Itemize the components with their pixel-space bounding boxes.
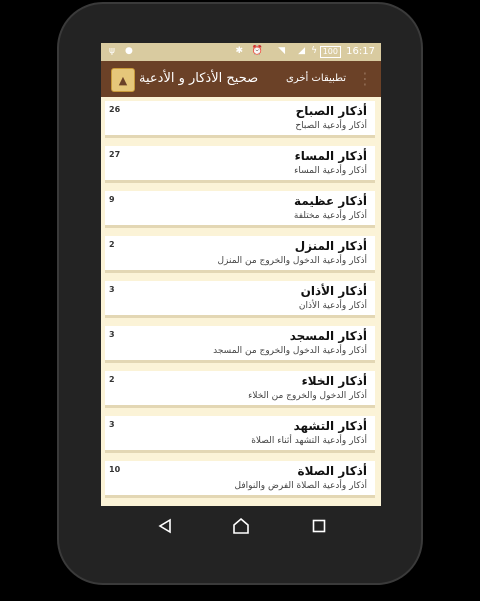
battery-level: 100 <box>320 46 341 58</box>
wifi-icon: ◥ <box>278 46 285 56</box>
signal-icon: ◢ <box>298 46 305 56</box>
item-count: 9 <box>109 195 115 204</box>
item-subtitle: أذكار وأدعية الدخول والخروج من المنزل <box>217 256 367 266</box>
home-icon[interactable] <box>229 514 253 538</box>
charging-icon: ϟ <box>311 46 317 56</box>
item-subtitle: أذكار وأدعية مختلفة <box>293 211 367 221</box>
status-bar <box>101 43 381 61</box>
list-item[interactable] <box>105 146 375 183</box>
app-logo: ▲ <box>111 68 135 92</box>
item-count: 26 <box>109 105 121 114</box>
item-title: أذكار المساء <box>294 149 367 163</box>
item-count: 27 <box>109 150 121 159</box>
item-subtitle: أذكار وأدعية الدخول والخروج من المسجد <box>213 346 367 356</box>
item-title: أذكار الصلاة <box>297 464 367 478</box>
overflow-menu-icon[interactable]: ⋮ <box>357 69 373 88</box>
clock: 16:17 <box>346 46 375 57</box>
list-item[interactable] <box>105 281 375 318</box>
item-count: 3 <box>109 330 115 339</box>
item-count: 2 <box>109 375 115 384</box>
item-count: 3 <box>109 420 115 429</box>
recent-apps-icon[interactable] <box>307 514 331 538</box>
item-subtitle: أذكار وأدعية الصلاة الفرض والنوافل <box>234 481 367 491</box>
item-title: أذكار الأذان <box>300 284 367 298</box>
item-title: أذكار المسجد <box>289 329 367 343</box>
list-item[interactable] <box>105 371 375 408</box>
item-subtitle: أذكار وأدعية التشهد أثناء الصلاة <box>251 436 367 446</box>
item-count: 2 <box>109 240 115 249</box>
app-bar <box>101 61 381 97</box>
list-item[interactable] <box>105 461 375 498</box>
location-icon: ● <box>125 46 133 56</box>
list-item[interactable] <box>105 236 375 273</box>
item-subtitle: أذكار وأدعية الأذان <box>298 301 367 311</box>
list-item[interactable] <box>105 326 375 363</box>
item-subtitle: أذكار وأدعية المساء <box>294 166 367 176</box>
system-nav-bar <box>101 508 381 544</box>
other-apps-button[interactable]: تطبيقات أخرى <box>286 73 347 84</box>
item-title: أذكار الخلاء <box>301 374 367 388</box>
list-item[interactable] <box>105 416 375 453</box>
bluetooth-icon: ✱ <box>235 46 243 56</box>
list-item[interactable] <box>105 191 375 228</box>
back-icon[interactable] <box>153 514 177 538</box>
usb-icon: ψ <box>109 46 115 56</box>
item-count: 10 <box>109 465 121 474</box>
alarm-icon: ⏰ <box>251 46 263 56</box>
item-title: أذكار الصباح <box>295 104 367 118</box>
item-title: أذكار التشهد <box>293 419 367 433</box>
app-title: صحيح الأذكار و الأدعية <box>139 71 259 86</box>
app-screen <box>101 43 381 506</box>
item-title: أذكار عظيمة <box>294 194 367 208</box>
item-subtitle: أذكار الدخول والخروج من الخلاء <box>248 391 367 401</box>
item-subtitle: أذكار وأدعية الصباح <box>295 121 367 131</box>
item-title: أذكار المنزل <box>294 239 367 253</box>
list-item[interactable] <box>105 101 375 138</box>
item-count: 3 <box>109 285 115 294</box>
